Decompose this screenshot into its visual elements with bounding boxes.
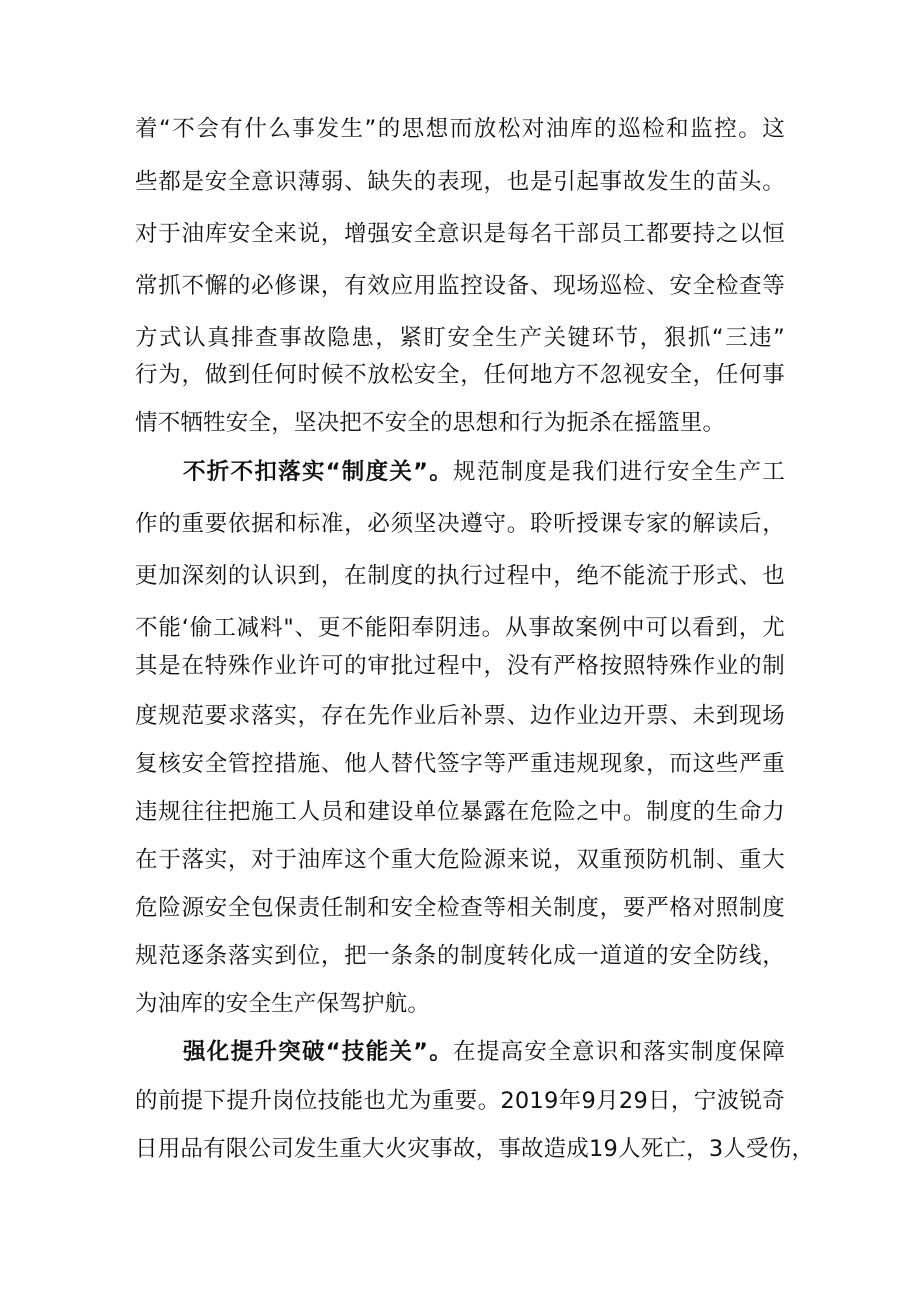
- text-line: 其是在特殊作业许可的审批过程中，没有严格按照特殊作业的制: [135, 653, 785, 679]
- text-line: 为油库的安全生产保驾护航。: [135, 991, 431, 1017]
- text-line: 行为，做到任何时候不放松安全，任何地方不忽视安全，任何事: [135, 362, 785, 388]
- text-line: 在于落实，对于油库这个重大危险源来说，双重预防机制、重大: [135, 847, 785, 873]
- text-line: 着“不会有什么事发生”的思想而放松对油库的巡检和监控。这: [135, 116, 785, 142]
- text-line: 更加深刻的认识到，在制度的执行过程中，绝不能流于形式、也: [135, 563, 785, 589]
- text-line: 常抓不懈的必修课，有效应用监控设备、现场巡检、安全检查等: [135, 273, 785, 299]
- text-line: 情不牺牲安全，坚决把不安全的思想和行为扼杀在摇篮里。: [135, 410, 726, 436]
- text-line: 对于油库安全来说，增强安全意识是每名干部员工都要持之以恒: [135, 221, 785, 247]
- text-span: 规范制度是我们进行安全生产工: [453, 459, 785, 485]
- text-line: 复核安全管控措施、他人替代签字等严重违规现象，而这些严重: [135, 751, 785, 777]
- text-span: 在提高安全意识和落实制度保障: [453, 1039, 785, 1065]
- text-line: 的前提下提升岗位技能也尤为重要。2019年9月29日，宁波锐奇: [135, 1088, 785, 1114]
- text-line: 不能‘偷工减料"、更不能阳奉阴违。从事故案例中可以看到，尤: [135, 615, 785, 641]
- paragraph-first-line: [183, 1032, 785, 1072]
- text-line: 危险源安全包保责任制和安全检查等相关制度，要严格对照制度: [135, 895, 785, 921]
- text-line: 方式认真排查事故隐患，紧盯安全生产关键环节，狠抓“三违”: [135, 325, 785, 351]
- text-line: 违规往往把施工人员和建设单位暴露在危险之中。制度的生命力: [135, 799, 785, 825]
- text-line: 作的重要依据和标准，必须坚决遵守。聆听授课专家的解读后，: [135, 511, 785, 537]
- section-heading: 强化提升突破“技能关”。: [183, 1039, 454, 1065]
- text-line: 规范逐条落实到位，把一条条的制度转化成一道道的安全防线，: [135, 943, 785, 969]
- section-heading: 不折不扣落实“制度关”。: [183, 459, 454, 485]
- paragraph-first-line: [183, 452, 785, 492]
- text-line: 日用品有限公司发生重大火灾事故，事故造成19人死亡，3人受伤，: [135, 1136, 815, 1162]
- text-line: 些都是安全意识薄弱、缺失的表现，也是引起事故发生的苗头。: [135, 169, 785, 195]
- text-line: 度规范要求落实，存在先作业后补票、边作业边开票、未到现场: [135, 703, 785, 729]
